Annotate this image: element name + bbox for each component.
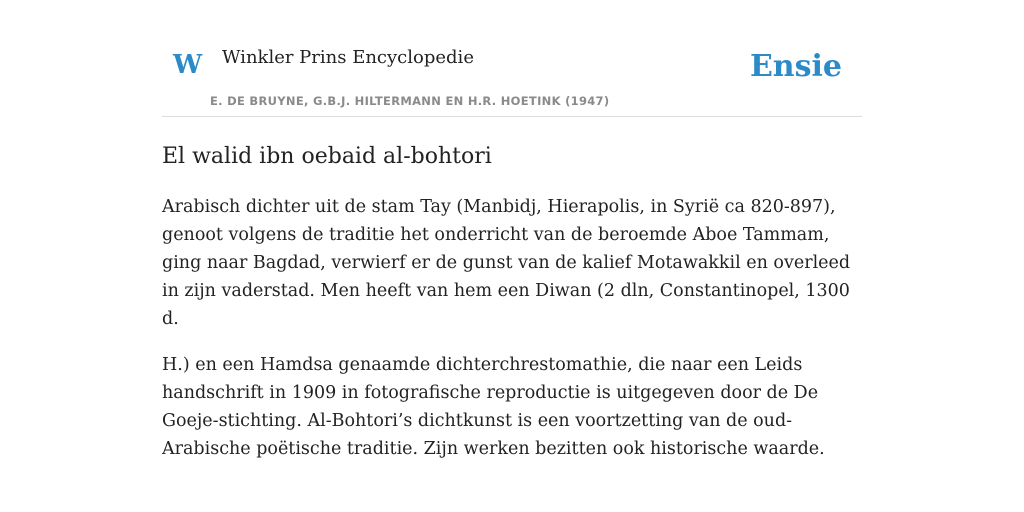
winkler-prins-logo: W	[173, 50, 203, 80]
article-title: El walid ibn oebaid al-bohtori	[162, 144, 492, 169]
article-paragraph-1: Arabisch dichter uit de stam Tay (Manbidj, Hierapolis, in Syrië ca 820-897), genoot volgens de traditie het onderricht van de beroemde Aboe Tammam, ging naar Bagdad, verwierf er de gunst van de kalief Motawakkil en overleed in zijn vaderstad. Men heeft van hem een Diwan (2 dln, Constantinopel, 1300 d.	[162, 196, 851, 329]
book-authors: E. DE BRUYNE, G.B.J. HILTERMANN EN H.R. HOETINK (1947)	[210, 94, 610, 108]
ensie-logo-link[interactable]: Ensie	[749, 49, 842, 84]
book-title[interactable]: Winkler Prins Encyclopedie	[222, 47, 474, 68]
content-container	[162, 0, 862, 463]
article-paragraph-2: H.) en een Hamdsa genaamde dichterchrestomathie, die naar een Leids handschrift in 1909 in fotografische reproductie is uitgegeven door de De Goeje-stichting. Al-Bohtori’s dichtkunst is een voortzetting van de oud-Arabische poëtische traditie. Zijn werken bezitten ook historische waarde.	[162, 354, 825, 459]
book-header	[162, 0, 862, 117]
